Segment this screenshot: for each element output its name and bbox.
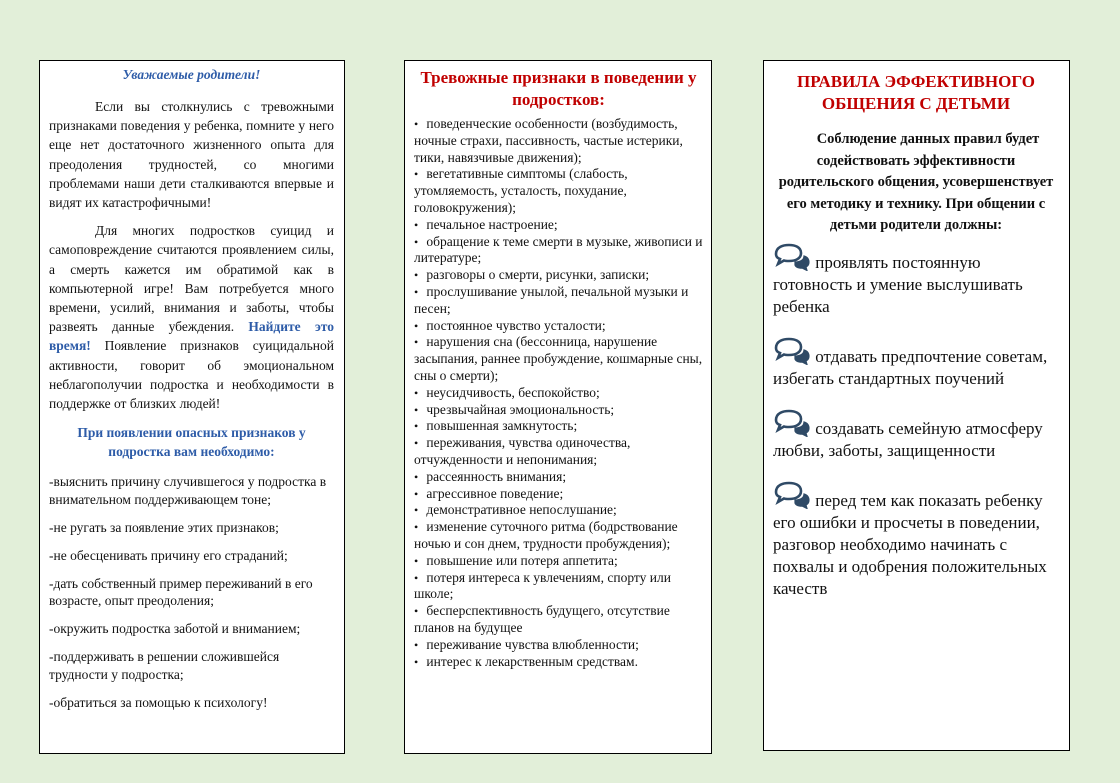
list-item-text: изменение суточного ритма (бодрствование ночью и сон днем, трудности пробуждения); [414,519,678,551]
bullet-icon: • [414,385,419,400]
list-item [414,267,703,284]
list-item-text: чрезвычайная эмоциональность; [426,401,615,417]
list-item [414,637,703,654]
list-item [414,402,703,419]
bullet-icon: • [414,217,419,232]
list-item [414,217,703,234]
rule-item [773,243,1059,318]
necessary-actions-heading: При появлении опасных признаков у подростка вам необходимо: [77,425,306,460]
bullet-icon: • [414,469,419,484]
bullet-icon: • [414,654,419,669]
list-item-text: переживание чувства влюбленности; [426,636,639,652]
parents-panel [39,60,345,754]
list-item [414,418,703,435]
list-item-text: печальное настроение; [426,216,558,232]
bullet-icon: • [414,234,419,249]
suicide-paragraph-text: Для многих подростков суицид и самоповреждение считаются проявлением силы, а смерть кажется им обратимой как в компьютерной игре! Вам потребуется много времени, усилий, внимания и заботы, чтобы развеять данные убеждения. [49,223,334,335]
speech-bubbles-icon [773,337,811,365]
list-item-text: демонстративное непослушание; [426,502,617,518]
bullet-icon: • [414,167,419,182]
necessary-actions-list [49,473,334,711]
list-item [414,654,703,671]
list-item: -не ругать за появление этих признаков; [49,519,279,535]
list-item [414,116,703,166]
list-item [414,318,703,335]
suicide-paragraph [49,221,334,413]
list-item [414,486,703,503]
bullet-icon: • [414,284,419,299]
list-item-text: повышенная замкнутость; [426,418,578,434]
rules-intro: Соблюдение данных правил будет содействовать эффективности родительского общения, усовершенствует его методику и технику. При общении с детьми родители должны: [778,131,1054,233]
parents-greeting: Уважаемые родители! [122,67,261,82]
list-item: -поддерживать в решении сложившейся трудности у подростка; [49,649,280,682]
speech-bubbles-icon [773,243,811,271]
warning-signs-panel [404,60,712,754]
rules-heading: ПРАВИЛА ЭФФЕКТИВНОГО ОБЩЕНИЯ С ДЕТЬМИ [797,72,1035,113]
list-item-text: нарушения сна (бессонница, нарушение засыпания, раннее пробуждение, кошмарные сны, сны о смерти); [414,334,703,383]
find-time-emphasis: Найдите это время! [49,319,334,354]
bullet-icon: • [414,318,419,333]
rule-item [773,481,1059,600]
list-item: -выяснить причину случившегося у подростка в внимательном поддерживающем тоне; [49,474,327,507]
rule-item [773,337,1059,390]
list-item [414,435,703,469]
bullet-icon: • [414,486,419,501]
rule-text: отдавать предпочтение советам, избегать стандартных поучений [773,346,1048,388]
list-item: -дать собственный пример переживаний в его возрасте, опыт преодоления; [49,575,313,609]
rule-item [773,409,1059,462]
list-item-text: прослушивание унылой, печальной музыки и песен; [414,283,689,316]
bullet-icon: • [414,335,419,350]
bullet-icon: • [414,117,419,131]
bullet-icon: • [414,520,419,535]
bullet-icon: • [414,570,419,585]
bullet-icon: • [414,604,419,619]
rules-list [773,243,1059,600]
list-item [414,334,703,384]
rule-text: создавать семейную атмосферу любви, заботы, защищенности [773,418,1043,460]
list-item-text: повышение или потеря аппетита; [426,552,618,568]
warning-signs-list [414,116,703,670]
list-item-text: агрессивное поведение; [426,485,564,501]
bullet-icon: • [414,436,419,451]
intro-paragraph: Если вы столкнулись с тревожными признаками поведения у ребенка, помните у него еще нет достаточного жизненного опыта для преодоления трудностей, со многими проблемами наши дети сталкиваются впервые и видят их катастрофичными! [49,99,334,211]
list-item-text: неусидчивость, беспокойство; [426,384,600,400]
list-item [414,166,703,216]
list-item-text: бесперспективность будущего, отсутствие планов на будущее [414,603,670,635]
list-item-text: рассеянность внимания; [426,468,567,484]
communication-rules-panel [763,60,1070,751]
bullet-icon: • [414,402,419,417]
list-item: -обратиться за помощью к психологу! [49,694,268,710]
warning-signs-heading: Тревожные признаки в поведении у подростков: [420,68,697,109]
bullet-icon: • [414,637,419,652]
bullet-icon: • [414,553,419,568]
list-item [414,469,703,486]
list-item-text: интерес к лекарственным средствам. [426,653,638,669]
rule-text: проявлять постоянную готовность и умение выслушивать ребенка [773,252,1023,316]
list-item [414,519,703,553]
list-item [414,385,703,402]
list-item: -не обесценивать причину его страданий; [49,547,288,563]
list-item [414,570,703,604]
list-item [414,234,703,268]
list-item [414,284,703,318]
list-item [414,553,703,570]
rule-text: перед тем как показать ребенку его ошибки и просчеты в поведении, разговор необходимо начинать с похвалы и одобрения положительных качеств [773,490,1047,598]
list-item-text: переживания, чувства одиночества, отчужденности и непонимания; [414,435,631,467]
bullet-icon: • [414,419,419,434]
list-item-text: постоянное чувство усталости; [426,317,606,333]
list-item-text: поведенческие особенности (возбудимость, ночные страхи, пассивность, частые истерики, тики, навязчивые движения); [414,116,683,165]
suicide-paragraph-text-end: Появление признаков суицидальной активности, говорит об эмоциональном неблагополучии подростка и необходимости в поддержке от близких людей! [49,338,334,412]
bullet-icon: • [414,268,419,283]
list-item-text: вегетативные симптомы (слабость, утомляемость, усталость, похудание, головокружения); [414,166,628,215]
bullet-icon: • [414,503,419,518]
list-item: -окружить подростка заботой и вниманием; [49,621,301,637]
list-item-text: разговоры о смерти, рисунки, записки; [426,267,650,283]
list-item-text: обращение к теме смерти в музыке, живописи и литературе; [414,233,703,266]
list-item-text: потеря интереса к увлечениям, спорту или школе; [414,569,671,602]
speech-bubbles-icon [773,481,811,509]
list-item [414,603,703,637]
speech-bubbles-icon [773,409,811,437]
list-item [414,502,703,519]
